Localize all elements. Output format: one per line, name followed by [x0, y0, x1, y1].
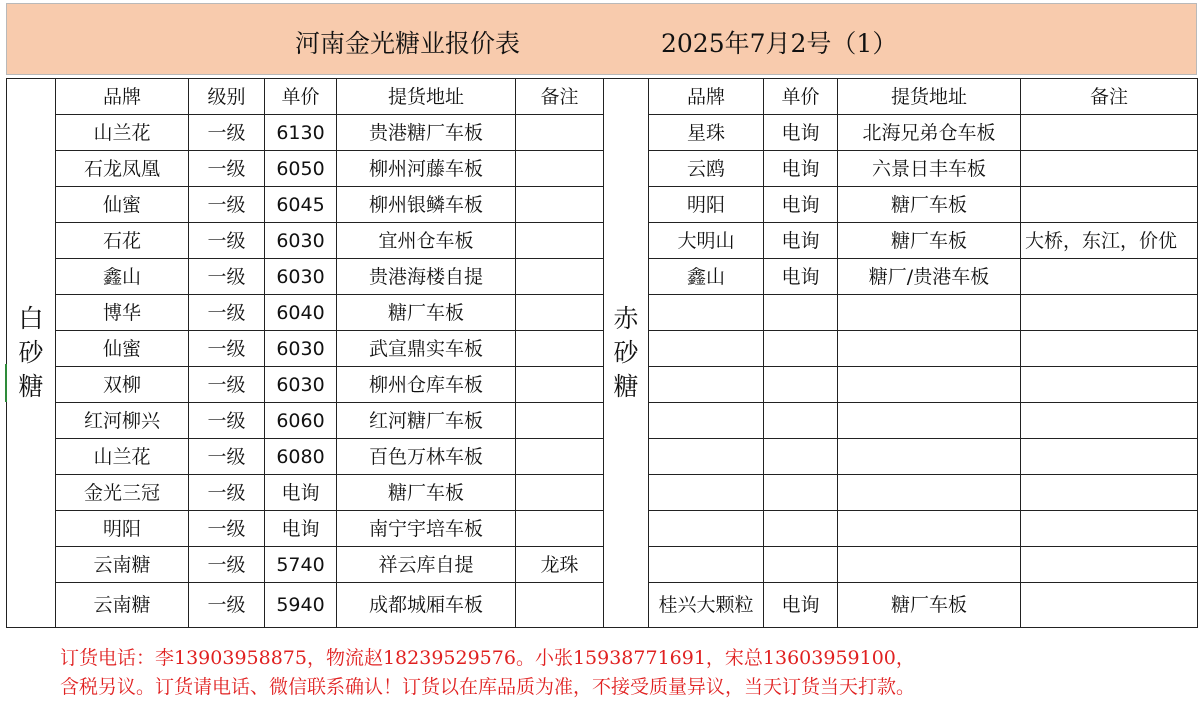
pickup-address-cell: 百色万林车板: [337, 439, 516, 475]
red-remark-cell: [1021, 547, 1198, 583]
price-cell: 6030: [265, 223, 337, 259]
red-pickup-address-cell: 糖厂车板: [838, 583, 1021, 628]
grade-cell: 一级: [189, 547, 265, 583]
grade-cell: 一级: [189, 511, 265, 547]
pickup-address-cell: 贵港糖厂车板: [337, 115, 516, 151]
red-price-cell: [764, 295, 838, 331]
red-sugar-label-char: 砂: [613, 338, 639, 367]
remark-cell: [516, 331, 604, 367]
red-remark-cell: [1021, 475, 1198, 511]
red-brand-cell: [649, 511, 764, 547]
remark-cell: [516, 511, 604, 547]
remark-cell: [516, 403, 604, 439]
remark-cell: [516, 115, 604, 151]
red-brand-cell: 鑫山: [649, 259, 764, 295]
red-remark-cell: [1021, 511, 1198, 547]
price-cell: 6030: [265, 367, 337, 403]
page-title: 河南金光糖业报价表: [295, 29, 521, 58]
table-row: [7, 295, 1198, 331]
table-row: [7, 547, 1198, 583]
brand-cell: 仙蜜: [56, 187, 189, 223]
red-brand-cell: [649, 403, 764, 439]
red-price-cell: [764, 475, 838, 511]
red-header-cell: 单价: [764, 79, 838, 115]
red-remark-cell: [1021, 439, 1198, 475]
pickup-address-cell: 柳州河藤车板: [337, 151, 516, 187]
red-pickup-address-cell: 北海兄弟仓车板: [838, 115, 1021, 151]
brand-cell: 明阳: [56, 511, 189, 547]
remark-cell: [516, 223, 604, 259]
red-price-cell: [764, 511, 838, 547]
table-row: [7, 583, 1198, 628]
table-row: [7, 115, 1198, 151]
red-price-cell: 电询: [764, 187, 838, 223]
red-price-cell: [764, 331, 838, 367]
remark-cell: [516, 583, 604, 628]
grade-cell: 一级: [189, 115, 265, 151]
red-remark-cell: [1021, 115, 1198, 151]
contact-line: 订货电话：李13903958875，物流赵18239529576。小张15938771691，宋总13603959100，: [60, 647, 915, 669]
red-pickup-address-cell: 六景日丰车板: [838, 151, 1021, 187]
red-price-cell: [764, 403, 838, 439]
grade-cell: 一级: [189, 475, 265, 511]
pickup-address-cell: 祥云库自提: [337, 547, 516, 583]
grade-cell: 一级: [189, 331, 265, 367]
red-pickup-address-cell: [838, 295, 1021, 331]
red-brand-cell: [649, 367, 764, 403]
red-header-cell: 备注: [1021, 79, 1198, 115]
price-cell: 6130: [265, 115, 337, 151]
grade-cell: 一级: [189, 151, 265, 187]
pickup-address-cell: 糖厂车板: [337, 475, 516, 511]
price-cell: 电询: [265, 475, 337, 511]
grade-cell: 一级: [189, 583, 265, 628]
red-sugar-label-char: 赤: [613, 304, 639, 333]
red-pickup-address-cell: 糖厂/贵港车板: [838, 259, 1021, 295]
red-brand-cell: 明阳: [649, 187, 764, 223]
red-pickup-address-cell: [838, 403, 1021, 439]
header-row: [7, 79, 1198, 115]
red-price-cell: [764, 367, 838, 403]
brand-cell: 云南糖: [56, 583, 189, 628]
red-brand-cell: 云鸥: [649, 151, 764, 187]
red-price-cell: 电询: [764, 223, 838, 259]
brand-cell: 鑫山: [56, 259, 189, 295]
red-brand-cell: [649, 547, 764, 583]
remark-cell: [516, 187, 604, 223]
brand-cell: 石花: [56, 223, 189, 259]
grade-cell: 一级: [189, 295, 265, 331]
remark-cell: [516, 475, 604, 511]
red-remark-cell: [1021, 151, 1198, 187]
pickup-address-cell: 南宁宇培车板: [337, 511, 516, 547]
title-banner: [6, 3, 1197, 75]
red-brand-cell: [649, 439, 764, 475]
red-brand-cell: [649, 295, 764, 331]
white-header-cell: 提货地址: [337, 79, 516, 115]
table-row: [7, 439, 1198, 475]
red-price-cell: 电询: [764, 583, 838, 628]
brand-cell: 仙蜜: [56, 331, 189, 367]
red-pickup-address-cell: [838, 475, 1021, 511]
white-sugar-label-char: 糖: [18, 372, 44, 401]
grade-cell: 一级: [189, 223, 265, 259]
price-cell: 6030: [265, 331, 337, 367]
brand-cell: 山兰花: [56, 439, 189, 475]
remark-cell: [516, 259, 604, 295]
red-brand-cell: 大明山: [649, 223, 764, 259]
red-brand-cell: 星珠: [649, 115, 764, 151]
pickup-address-cell: 成都城厢车板: [337, 583, 516, 628]
table-row: [7, 403, 1198, 439]
terms-line: 含税另议。订货请电话、微信联系确认！订货以在库品质为准，不接受质量异议，当天订货当天打款。: [60, 676, 916, 698]
white-sugar-label-char: 白: [18, 304, 44, 333]
red-remark-cell: [1021, 187, 1198, 223]
red-price-cell: [764, 439, 838, 475]
grade-cell: 一级: [189, 403, 265, 439]
red-remark-cell: [1021, 367, 1198, 403]
price-cell: 5940: [265, 583, 337, 628]
red-pickup-address-cell: 糖厂车板: [838, 187, 1021, 223]
price-cell: 6030: [265, 259, 337, 295]
red-remark-cell: [1021, 295, 1198, 331]
quote-date: 2025年7月2号（1）: [661, 29, 898, 58]
white-sugar-label: [7, 79, 56, 628]
remark-cell: [516, 439, 604, 475]
brand-cell: 云南糖: [56, 547, 189, 583]
brand-cell: 石龙凤凰: [56, 151, 189, 187]
red-remark-cell: [1021, 331, 1198, 367]
red-pickup-address-cell: [838, 367, 1021, 403]
red-remark-cell: [1021, 259, 1198, 295]
white-header-cell: 单价: [265, 79, 337, 115]
white-header-cell: 备注: [516, 79, 604, 115]
brand-cell: 双柳: [56, 367, 189, 403]
pickup-address-cell: 贵港海楼自提: [337, 259, 516, 295]
brand-cell: 博华: [56, 295, 189, 331]
grade-cell: 一级: [189, 259, 265, 295]
price-cell: 6050: [265, 151, 337, 187]
red-remark-cell: [1021, 403, 1198, 439]
red-sugar-label: [604, 79, 649, 628]
pickup-address-cell: 红河糖厂车板: [337, 403, 516, 439]
price-cell: 6040: [265, 295, 337, 331]
white-header-cell: 品牌: [56, 79, 189, 115]
pickup-address-cell: 柳州银鳞车板: [337, 187, 516, 223]
red-brand-cell: [649, 331, 764, 367]
red-pickup-address-cell: [838, 331, 1021, 367]
table-row: [7, 367, 1198, 403]
table-row: [7, 223, 1198, 259]
remark-cell: [516, 367, 604, 403]
red-price-cell: [764, 547, 838, 583]
red-pickup-address-cell: [838, 547, 1021, 583]
red-pickup-address-cell: [838, 511, 1021, 547]
grade-cell: 一级: [189, 367, 265, 403]
red-header-cell: 提货地址: [838, 79, 1021, 115]
red-price-cell: 电询: [764, 115, 838, 151]
price-cell: 电询: [265, 511, 337, 547]
red-pickup-address-cell: [838, 439, 1021, 475]
price-table: [6, 78, 1198, 628]
table-row: [7, 151, 1198, 187]
red-price-cell: 电询: [764, 151, 838, 187]
red-brand-cell: [649, 475, 764, 511]
table-row: [7, 187, 1198, 223]
red-price-cell: 电询: [764, 259, 838, 295]
red-header-cell: 品牌: [649, 79, 764, 115]
red-remark-cell: [1021, 583, 1198, 628]
pickup-address-cell: 宜州仓车板: [337, 223, 516, 259]
order-contact-notes: [60, 644, 915, 702]
row-indicator-mark: [5, 364, 7, 402]
white-sugar-label-char: 砂: [18, 338, 44, 367]
remark-cell: [516, 151, 604, 187]
pickup-address-cell: 糖厂车板: [337, 295, 516, 331]
pickup-address-cell: 武宣鼎实车板: [337, 331, 516, 367]
white-header-cell: 级别: [189, 79, 265, 115]
price-cell: 6045: [265, 187, 337, 223]
table-row: [7, 259, 1198, 295]
price-cell: 6080: [265, 439, 337, 475]
grade-cell: 一级: [189, 187, 265, 223]
grade-cell: 一级: [189, 439, 265, 475]
brand-cell: 红河柳兴: [56, 403, 189, 439]
table-row: [7, 475, 1198, 511]
pickup-address-cell: 柳州仓库车板: [337, 367, 516, 403]
table-row: [7, 331, 1198, 367]
red-remark-cell: 大桥，东江，价优: [1021, 223, 1198, 259]
red-sugar-label-char: 糖: [613, 372, 639, 401]
brand-cell: 山兰花: [56, 115, 189, 151]
remark-cell: 龙珠: [516, 547, 604, 583]
brand-cell: 金光三冠: [56, 475, 189, 511]
red-brand-cell: 桂兴大颗粒: [649, 583, 764, 628]
price-cell: 5740: [265, 547, 337, 583]
red-pickup-address-cell: 糖厂车板: [838, 223, 1021, 259]
price-cell: 6060: [265, 403, 337, 439]
remark-cell: [516, 295, 604, 331]
table-row: [7, 511, 1198, 547]
